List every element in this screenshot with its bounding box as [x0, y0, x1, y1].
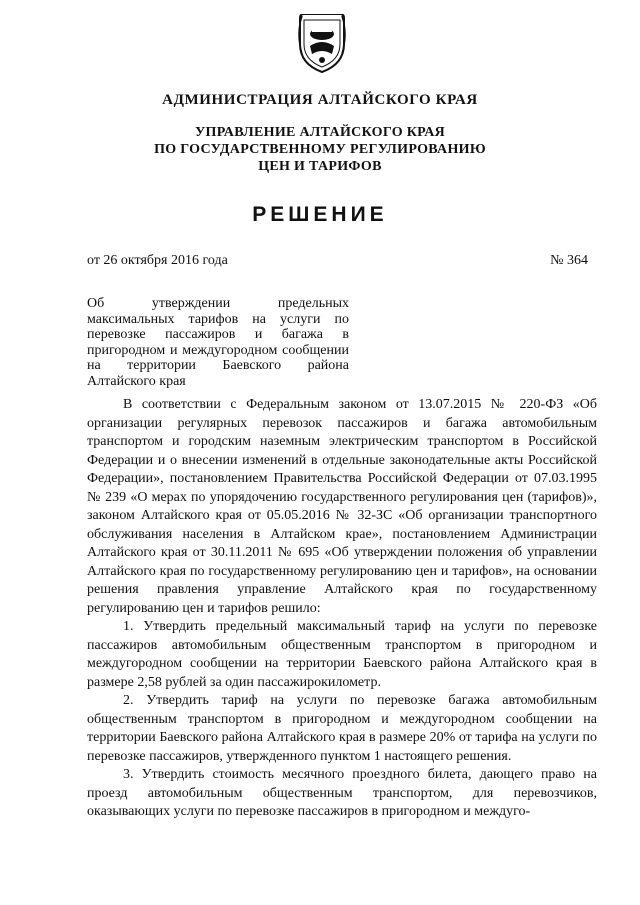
- decision-item-2: 2. Утвердить тариф на услуги по перевозке багажа автомобильным общественным транспортом в пригородном и междугородном сообщении на территории Баевского района Алтайского края в размере 20% от тарифа на услуги по перевозке пассажиров, утвержденного пунктом 1 настоящего решения.: [87, 693, 597, 764]
- decision-item-1: 1. Утвердить предельный максимальный тариф на услуги по перевозке пассажиров автомобильным общественным транспортом в пригородном и междугородном сообщении на территории Баевского района Алтайского края в размере 2,58 рублей за один пассажирокилометр.: [87, 619, 597, 690]
- department-title: [0, 124, 640, 175]
- document-body: [87, 396, 597, 822]
- preamble-paragraph: В соответствии с Федеральным законом от 13.07.2015 № 220-ФЗ «Об организации регулярных перевозок пассажиров и багажа автомобильным транспортом и городским наземным электрическим транспортом в Российской Федерации и о внесении изменений в отдельные законодательные акты Российской Федерации», постановлением Правительства Российской Федерации от 07.03.1995 № 239 «О мерах по упорядочению государственного регулирования цен (тарифов)», законом Алтайского края от 05.05.2016 № 32-ЗС «Об организации транспортного обслуживания населения в Алтайском крае», постановлением Администрации Алтайского края от 30.11.2011 № 695 «Об утверждении положения об управлении Алтайского края по государственному регулированию цен и тарифов», на основании решения правления управление Алтайского края по государственному регулированию цен и тарифов решило:: [87, 397, 597, 616]
- document-number: № 364: [550, 253, 588, 268]
- department-title-line: ЦЕН И ТАРИФОВ: [258, 159, 382, 174]
- organization-title: АДМИНИСТРАЦИЯ АЛТАЙСКОГО КРАЯ: [162, 92, 478, 108]
- department-title-line: ПО ГОСУДАРСТВЕННОМУ РЕГУЛИРОВАНИЮ: [154, 142, 486, 157]
- department-title-line: УПРАВЛЕНИЕ АЛТАЙСКОГО КРАЯ: [194, 125, 446, 140]
- decision-item-3: 3. Утвердить стоимость месячного проездного билета, дающего право на проезд автомобильным общественным транспортом, для перевозчиков, оказывающих услуги по перевозке пассажиров в пригородном и междуго-: [87, 767, 597, 819]
- document-type-title: РЕШЕНИЕ: [252, 203, 388, 226]
- coat-of-arms-icon: [294, 14, 350, 74]
- document-date: от 26 октября 2016 года: [87, 253, 228, 268]
- document-subject: Об утверждении предельных максимальных тарифов на услуги по перевозке пассажиров и багажа в пригородном и междугородном сообщении на территории Баевского района Алтайского края: [87, 296, 349, 389]
